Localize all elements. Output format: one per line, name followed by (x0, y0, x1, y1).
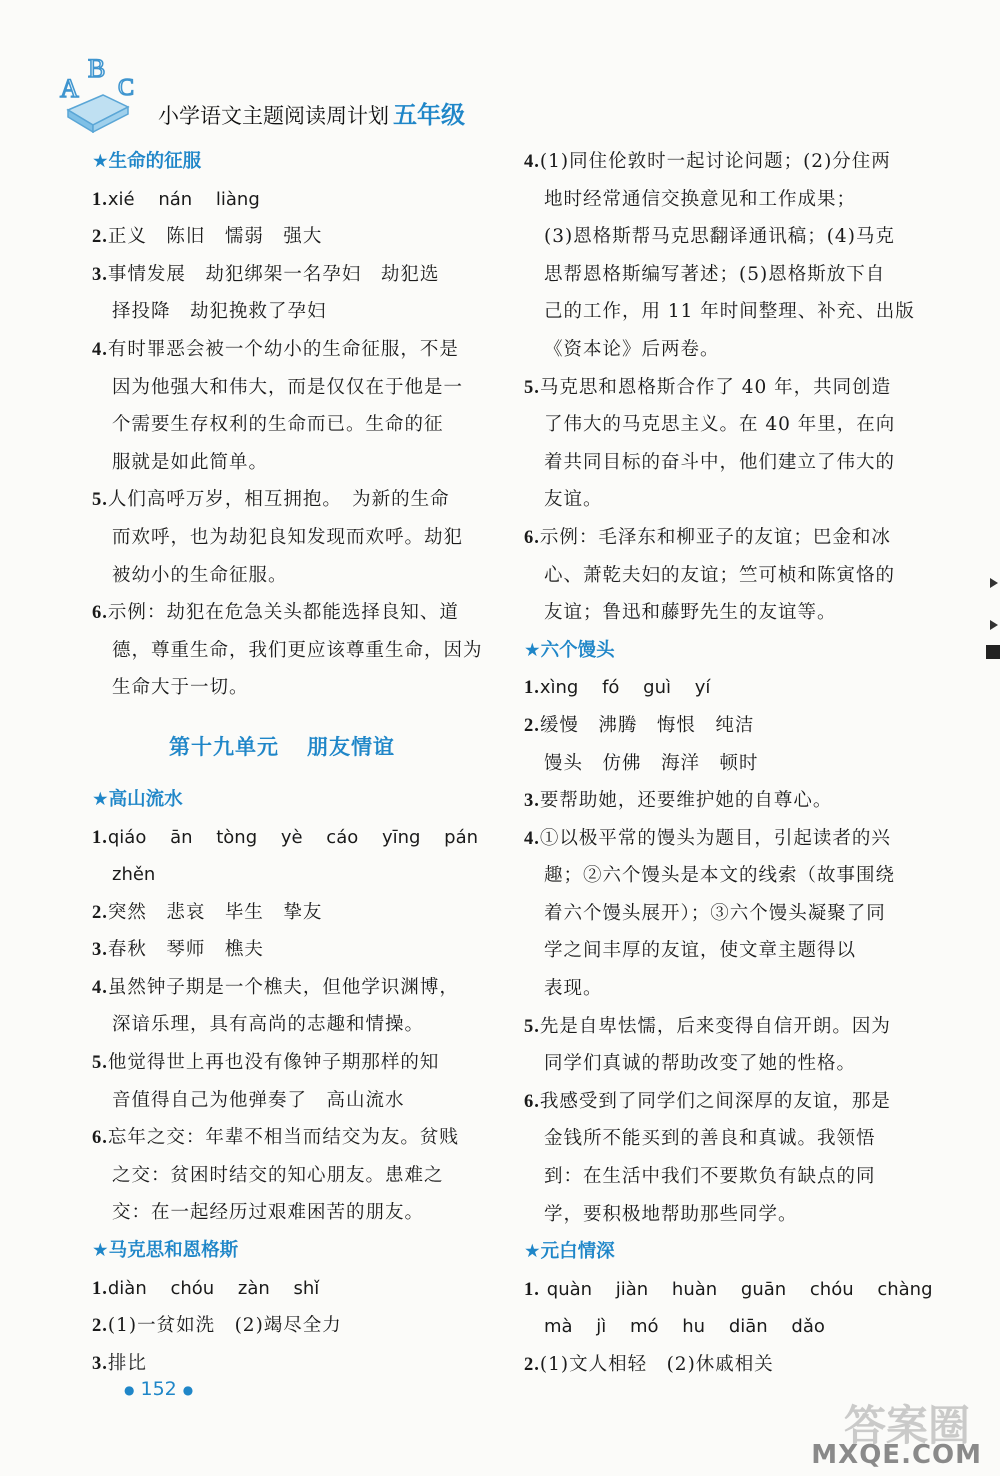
section-title: ★元白情深 (524, 1241, 615, 1263)
pinyin-cont: zhěn (112, 864, 156, 886)
answer-line-cont: 学之间丰厚的友谊，使文章主题得以 (544, 940, 857, 962)
answer-line-cont: 《资本论》后两卷。 (544, 338, 720, 360)
pinyin-text: diàn chóu zàn shǐ (107, 1277, 320, 1299)
answer-text: 要帮助她，还要维护她的自尊心。 (539, 790, 833, 812)
page-edge-arrow-icon (990, 578, 998, 588)
unit-heading (92, 719, 472, 775)
bullet-dot-icon: ● (124, 1382, 135, 1397)
answer-line-cont: 因为他强大和伟大，而是仅仅在于他是一 (112, 376, 464, 398)
answer-line-cont: 地时经常通信交换意见和工作成果； (544, 188, 857, 210)
answer-text: ①以极平常的馒头为题目，引起读者的兴 (539, 827, 891, 849)
logo-letter-a: A (60, 74, 79, 103)
answer-text: 马克思和恩格斯合作了 40 年，共同创造 (539, 376, 892, 398)
answer-line (524, 782, 904, 820)
answer-line-cont: 趣；②六个馒头是本文的线索（故事围绕 (544, 865, 896, 887)
logo-letter-c: C (118, 75, 135, 101)
section-title: ★马克思和恩格斯 (92, 1240, 239, 1262)
answer-line (92, 181, 472, 219)
answer-line-cont: 己的工作，用 11 年时间整理、补充、出版 (544, 301, 915, 323)
item-number: 6. (524, 527, 540, 548)
item-number: 3. (92, 264, 108, 285)
answer-line (524, 369, 904, 407)
answer-line (524, 1271, 933, 1309)
answer-line-cont: 金钱所不能买到的善良和真诚。我领悟 (544, 1128, 876, 1150)
answer-line-cont: 个需要生存权利的生命而已。生命的征 (112, 414, 444, 436)
bullet-dot-icon: ● (182, 1382, 194, 1397)
answer-line (524, 1346, 904, 1384)
answer-line-cont: 学，要积极地帮助那些同学。 (544, 1203, 798, 1225)
answer-line-cont: 服就是如此简单。 (112, 451, 269, 473)
answer-line-cont: 之交：贫困时结交的知心朋友。患难之 (112, 1164, 444, 1186)
answer-line-cont: 同学们真诚的帮助改变了她的性格。 (544, 1053, 857, 1075)
left-column (92, 143, 483, 1382)
logo-letter-b: B (88, 55, 106, 83)
item-number: 1. (524, 1279, 540, 1300)
answer-line (92, 331, 472, 369)
answer-text: 他觉得世上再也没有像钟子期那样的知 (107, 1052, 440, 1074)
answer-line (92, 256, 472, 294)
answer-line (92, 819, 479, 857)
page-header (58, 55, 518, 135)
watermark-logo: 答案圈 (843, 1401, 970, 1450)
answer-line (92, 1270, 472, 1308)
answer-text: 我感受到了同学们之间深厚的友谊，那是 (539, 1090, 891, 1112)
answer-line (524, 1083, 904, 1121)
item-number: 2. (92, 902, 108, 923)
answer-line (92, 1044, 472, 1082)
answer-line (524, 519, 904, 557)
book-title: 小学语文主题阅读周计划 (158, 104, 389, 128)
section-title: ★生命的征服 (92, 151, 202, 172)
answer-line-cont: 生命大于一切。 (112, 677, 249, 699)
pinyin-text: qiáo ān tòng yè cáo yīng pán (107, 826, 479, 848)
answer-text: 人们高呼万岁，相互拥抱。 为新的生命 (107, 489, 450, 511)
answer-line-cont: 友谊。 (544, 489, 603, 511)
answer-text: 春秋 琴师 樵夫 (107, 939, 264, 961)
item-number: 3. (524, 791, 540, 812)
item-number: 5. (524, 377, 540, 398)
answer-text: 排比 (107, 1352, 147, 1374)
answer-line (524, 143, 904, 181)
section-title: ★高山流水 (92, 788, 183, 810)
header-title-row (158, 95, 465, 130)
answer-text: (1)一贫如洗 (2)竭尽全力 (107, 1315, 342, 1337)
item-number: 5. (92, 1053, 108, 1074)
answer-line-cont: 被幼小的生命征服。 (112, 564, 288, 586)
answer-text: 突然 悲哀 毕生 挚友 (107, 901, 323, 923)
answer-line (524, 707, 904, 745)
answer-line (524, 820, 904, 858)
answer-line-cont: 着六个馒头展开）；③六个馒头凝聚了同 (544, 902, 886, 924)
answer-text: 虽然钟子期是一个樵夫，但他学识渊博， (107, 976, 459, 998)
item-number: 2. (92, 1316, 108, 1337)
item-number: 5. (92, 490, 108, 511)
answer-text: 先是自卑怯懦，后来变得自信开朗。因为 (539, 1015, 891, 1037)
answer-text: (1)文人相轻 (2)休戚相关 (539, 1354, 774, 1375)
answer-line (92, 1345, 472, 1383)
watermark-url: MXQE.COM (811, 1440, 982, 1470)
answer-line-cont: 友谊；鲁迅和藤野先生的友谊等。 (544, 602, 837, 624)
answer-line-cont: 思帮恩格斯编写著述；(5)恩格斯放下自 (544, 263, 886, 285)
pinyin-text: xié nán liàng (107, 188, 260, 210)
answer-line-cont: 而欢呼，也为劫犯良知发现而欢呼。劫犯 (112, 526, 464, 548)
item-number: 2. (92, 227, 108, 248)
answer-line-cont: 深谙乐理，具有高尚的志趣和情操。 (112, 1014, 425, 1036)
item-number: 4. (524, 828, 540, 849)
answer-line (524, 1008, 904, 1046)
answer-line-cont: 到：在生活中我们不要欺负有缺点的同 (544, 1166, 876, 1188)
answer-line (92, 969, 472, 1007)
answer-line (92, 1307, 472, 1345)
answer-line-cont: (3)恩格斯帮马克思翻译通讯稿；(4)马克 (544, 226, 895, 248)
item-number: 3. (92, 940, 108, 961)
item-number: 1. (92, 189, 108, 210)
unit-label: 第十九单元 (169, 734, 279, 759)
pinyin-text: xìng fó guì yí (539, 677, 711, 699)
page-number (118, 1378, 199, 1400)
item-number: 1. (92, 1278, 108, 1299)
answer-line-cont: 了伟大的马克思主义。在 40 年里，在向 (544, 414, 896, 436)
item-number: 1. (524, 678, 540, 699)
answer-text: 示例：毛泽东和柳亚子的友谊；巴金和冰 (539, 526, 891, 548)
item-number: 6. (92, 603, 108, 624)
pinyin-text: quàn jiàn huàn guān chóu chàng (546, 1278, 933, 1300)
pinyin-cont: mà jì mó hu diān dǎo (544, 1316, 825, 1338)
item-number: 4. (92, 339, 108, 360)
page-edge-arrow-icon (990, 620, 998, 630)
answer-line (92, 894, 472, 932)
answer-line-cont: 交：在一起经历过艰难困苦的朋友。 (112, 1202, 425, 1224)
answer-line (92, 594, 472, 632)
unit-name: 朋友情谊 (307, 734, 395, 759)
answer-text: 忘年之交：年辈不相当而结交为友。贫贱 (107, 1127, 459, 1149)
item-number: 5. (524, 1016, 540, 1037)
item-number: 2. (524, 715, 540, 736)
item-number: 4. (92, 977, 108, 998)
item-number: 2. (524, 1355, 540, 1375)
answer-line (92, 481, 472, 519)
page-number-value: 152 (140, 1378, 177, 1400)
answer-line-cont: 表现。 (544, 978, 603, 1000)
answer-text: 缓慢 沸腾 悔恨 纯洁 (539, 714, 755, 736)
answer-line (92, 931, 472, 969)
answer-line (524, 669, 904, 707)
page-edge-mark-icon (986, 645, 1000, 659)
abc-book-logo-icon (58, 55, 153, 133)
item-number: 6. (524, 1091, 540, 1112)
answer-text: 正义 陈旧 懦弱 强大 (107, 226, 323, 248)
answer-text: 示例：劫犯在危急关头都能选择良知、道 (107, 602, 459, 624)
answer-line-cont: 择投降 劫犯挽救了孕妇 (112, 301, 327, 323)
item-number: 6. (92, 1128, 108, 1149)
section-title: ★六个馒头 (524, 639, 615, 661)
answer-line-cont: 德，尊重生命，我们更应该尊重生命，因为 (112, 639, 483, 661)
answer-text: 事情发展 劫犯绑架一名孕妇 劫犯选 (107, 263, 440, 285)
item-number: 1. (92, 827, 108, 848)
answer-line-cont: 心、萧乾夫妇的友谊；竺可桢和陈寅恪的 (544, 564, 896, 586)
item-number: 3. (92, 1353, 108, 1374)
grade-label: 五年级 (393, 101, 465, 129)
item-number: 4. (524, 152, 540, 172)
answer-line-cont: 着共同目标的奋斗中，他们建立了伟大的 (544, 451, 896, 473)
right-column (524, 143, 933, 1384)
answer-text: 有时罪恶会被一个幼小的生命征服，不是 (107, 338, 459, 360)
answer-line-cont: 馒头 仿佛 海洋 顿时 (544, 752, 759, 774)
answer-text: (1)同住伦敦时一起讨论问题；(2)分住两 (539, 151, 891, 172)
answer-line-cont: 音值得自己为他弹奏了 高山流水 (112, 1089, 405, 1111)
answer-line (92, 1119, 472, 1157)
answer-line (92, 218, 472, 256)
